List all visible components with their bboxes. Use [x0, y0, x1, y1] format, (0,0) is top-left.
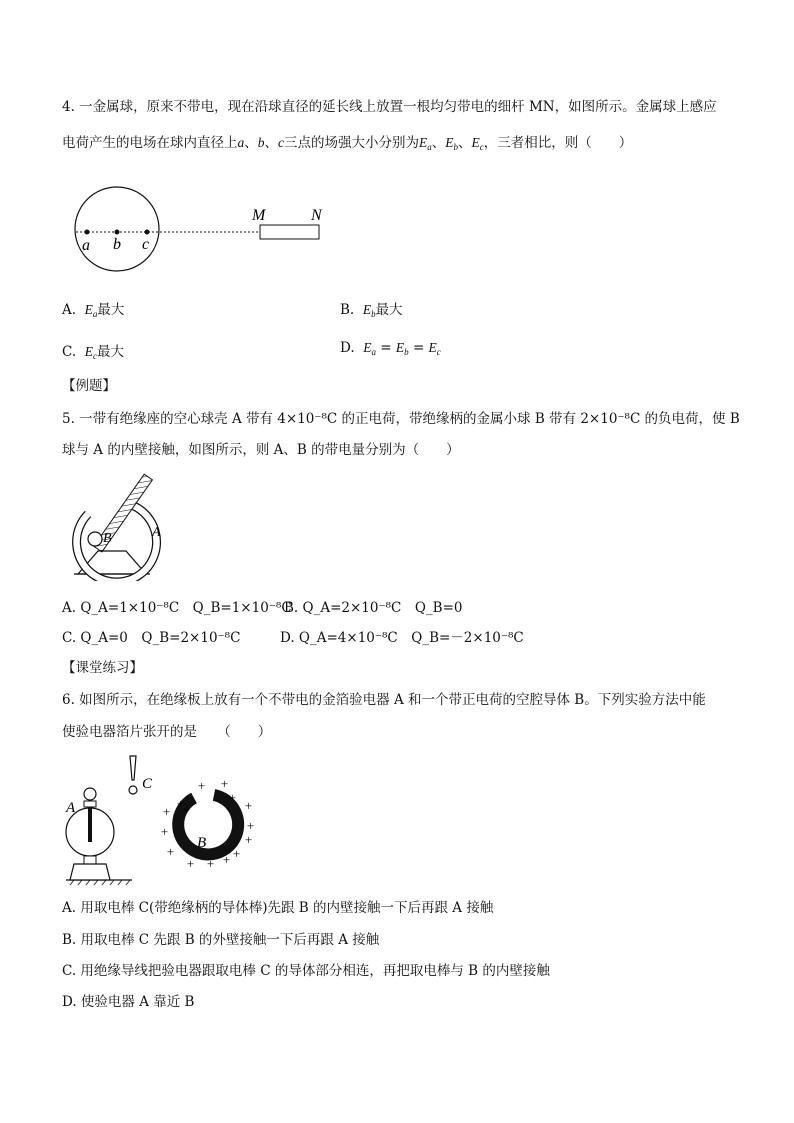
- q6-line-2: 使验电器箔片张开的是 （ ）: [62, 724, 272, 740]
- q4-line-2: 电荷产生的电场在球内直径上a、b、c三点的场强大小分别为$E_a$、$E_b$、$E_c$，三者相比，则（ ）: [62, 135, 633, 152]
- svg-text:+: +: [220, 776, 229, 791]
- svg-text:+: +: [222, 852, 231, 867]
- example-header: 【例题】: [62, 378, 116, 394]
- q5-option-d[interactable]: D. Q_A=4×10⁻⁸C Q_B=－2×10⁻⁸C: [280, 630, 524, 646]
- q4-option-a[interactable]: A. $E_a$最大: [62, 302, 125, 319]
- q6-option-b[interactable]: B. 用取电棒 C 先跟 B 的外壁接触一下后再跟 A 接触: [62, 932, 380, 948]
- q5-line-1: 5. 一带有绝缘座的空心球壳 A 带有 4×10⁻⁸C 的正电荷，带绝缘柄的金属小球 B 带有 2×10⁻⁸C 的负电荷，使 B: [62, 411, 740, 427]
- q4-figure: [60, 185, 360, 285]
- point-c: [145, 230, 150, 235]
- q4-line-1: 4. 一金属球，原来不带电，现在沿球直径的延长线上放置一根均匀带电的细杆 MN，如图所示。金属球上感应: [62, 99, 717, 115]
- label-M: M: [252, 207, 266, 224]
- svg-text:+: +: [206, 856, 215, 871]
- svg-text:+: +: [162, 804, 171, 819]
- label-C: C: [142, 776, 153, 792]
- metal-ball-B: [88, 532, 102, 546]
- q6-option-c[interactable]: C. 用绝缘导线把验电器跟取电棒 C 的导体部分相连，再把取电棒与 B 的内壁接触: [62, 963, 550, 979]
- svg-text:+: +: [246, 818, 255, 833]
- q5-option-a[interactable]: A. Q_A=1×10⁻⁸C Q_B=1×10⁻⁸C: [62, 600, 292, 616]
- rod-MN: [260, 225, 319, 239]
- q5-figure: [68, 466, 178, 581]
- practice-header: 【课堂练习】: [62, 660, 143, 676]
- label-A: A: [152, 525, 161, 540]
- q6-line-1: 6. 如图所示，在绝缘板上放有一个不带电的金箔验电器 A 和一个带正电荷的空腔导体 B。下列实验方法中能: [62, 692, 706, 708]
- q5-option-b[interactable]: B. Q_A=2×10⁻⁸C Q_B=0: [284, 600, 463, 616]
- label-B: B: [103, 531, 112, 546]
- svg-text:+: +: [197, 778, 206, 793]
- q6-option-a[interactable]: A. 用取电棒 C(带绝缘柄的导体棒)先跟 B 的内壁接触一下后再跟 A 接触: [62, 900, 494, 916]
- label-A: A: [66, 800, 76, 816]
- svg-text:+: +: [244, 798, 253, 813]
- metal-sphere: [75, 187, 159, 271]
- point-b: [115, 230, 120, 235]
- svg-text:+: +: [228, 790, 237, 805]
- q4-option-d[interactable]: D. $E_a = E_b = E_c$: [340, 340, 441, 357]
- q5-option-c[interactable]: C. Q_A=0 Q_B=2×10⁻⁸C: [62, 630, 241, 646]
- point-a: [85, 230, 90, 235]
- q4-option-c[interactable]: C. $E_c$最大: [62, 344, 124, 361]
- label-a: a: [82, 237, 90, 254]
- label-b: b: [113, 236, 121, 253]
- svg-text:+: +: [244, 832, 253, 847]
- q6-figure: [62, 744, 262, 886]
- svg-text:+: +: [176, 796, 185, 811]
- label-N: N: [311, 207, 322, 224]
- q4-option-b[interactable]: B. $E_b$最大: [340, 302, 403, 319]
- svg-text:+: +: [160, 824, 169, 839]
- label-c: c: [142, 236, 150, 253]
- svg-text:+: +: [232, 846, 241, 861]
- svg-text:+: +: [166, 844, 175, 859]
- svg-text:+: +: [182, 802, 191, 817]
- label-B: B: [197, 835, 207, 851]
- rod-C: [129, 756, 137, 794]
- svg-text:+: +: [186, 856, 195, 871]
- q6-option-d[interactable]: D. 使验电器 A 靠近 B: [62, 994, 195, 1010]
- q5-line-2: 球与 A 的内壁接触，如图所示，则 A、B 的带电量分别为（ ）: [62, 442, 460, 458]
